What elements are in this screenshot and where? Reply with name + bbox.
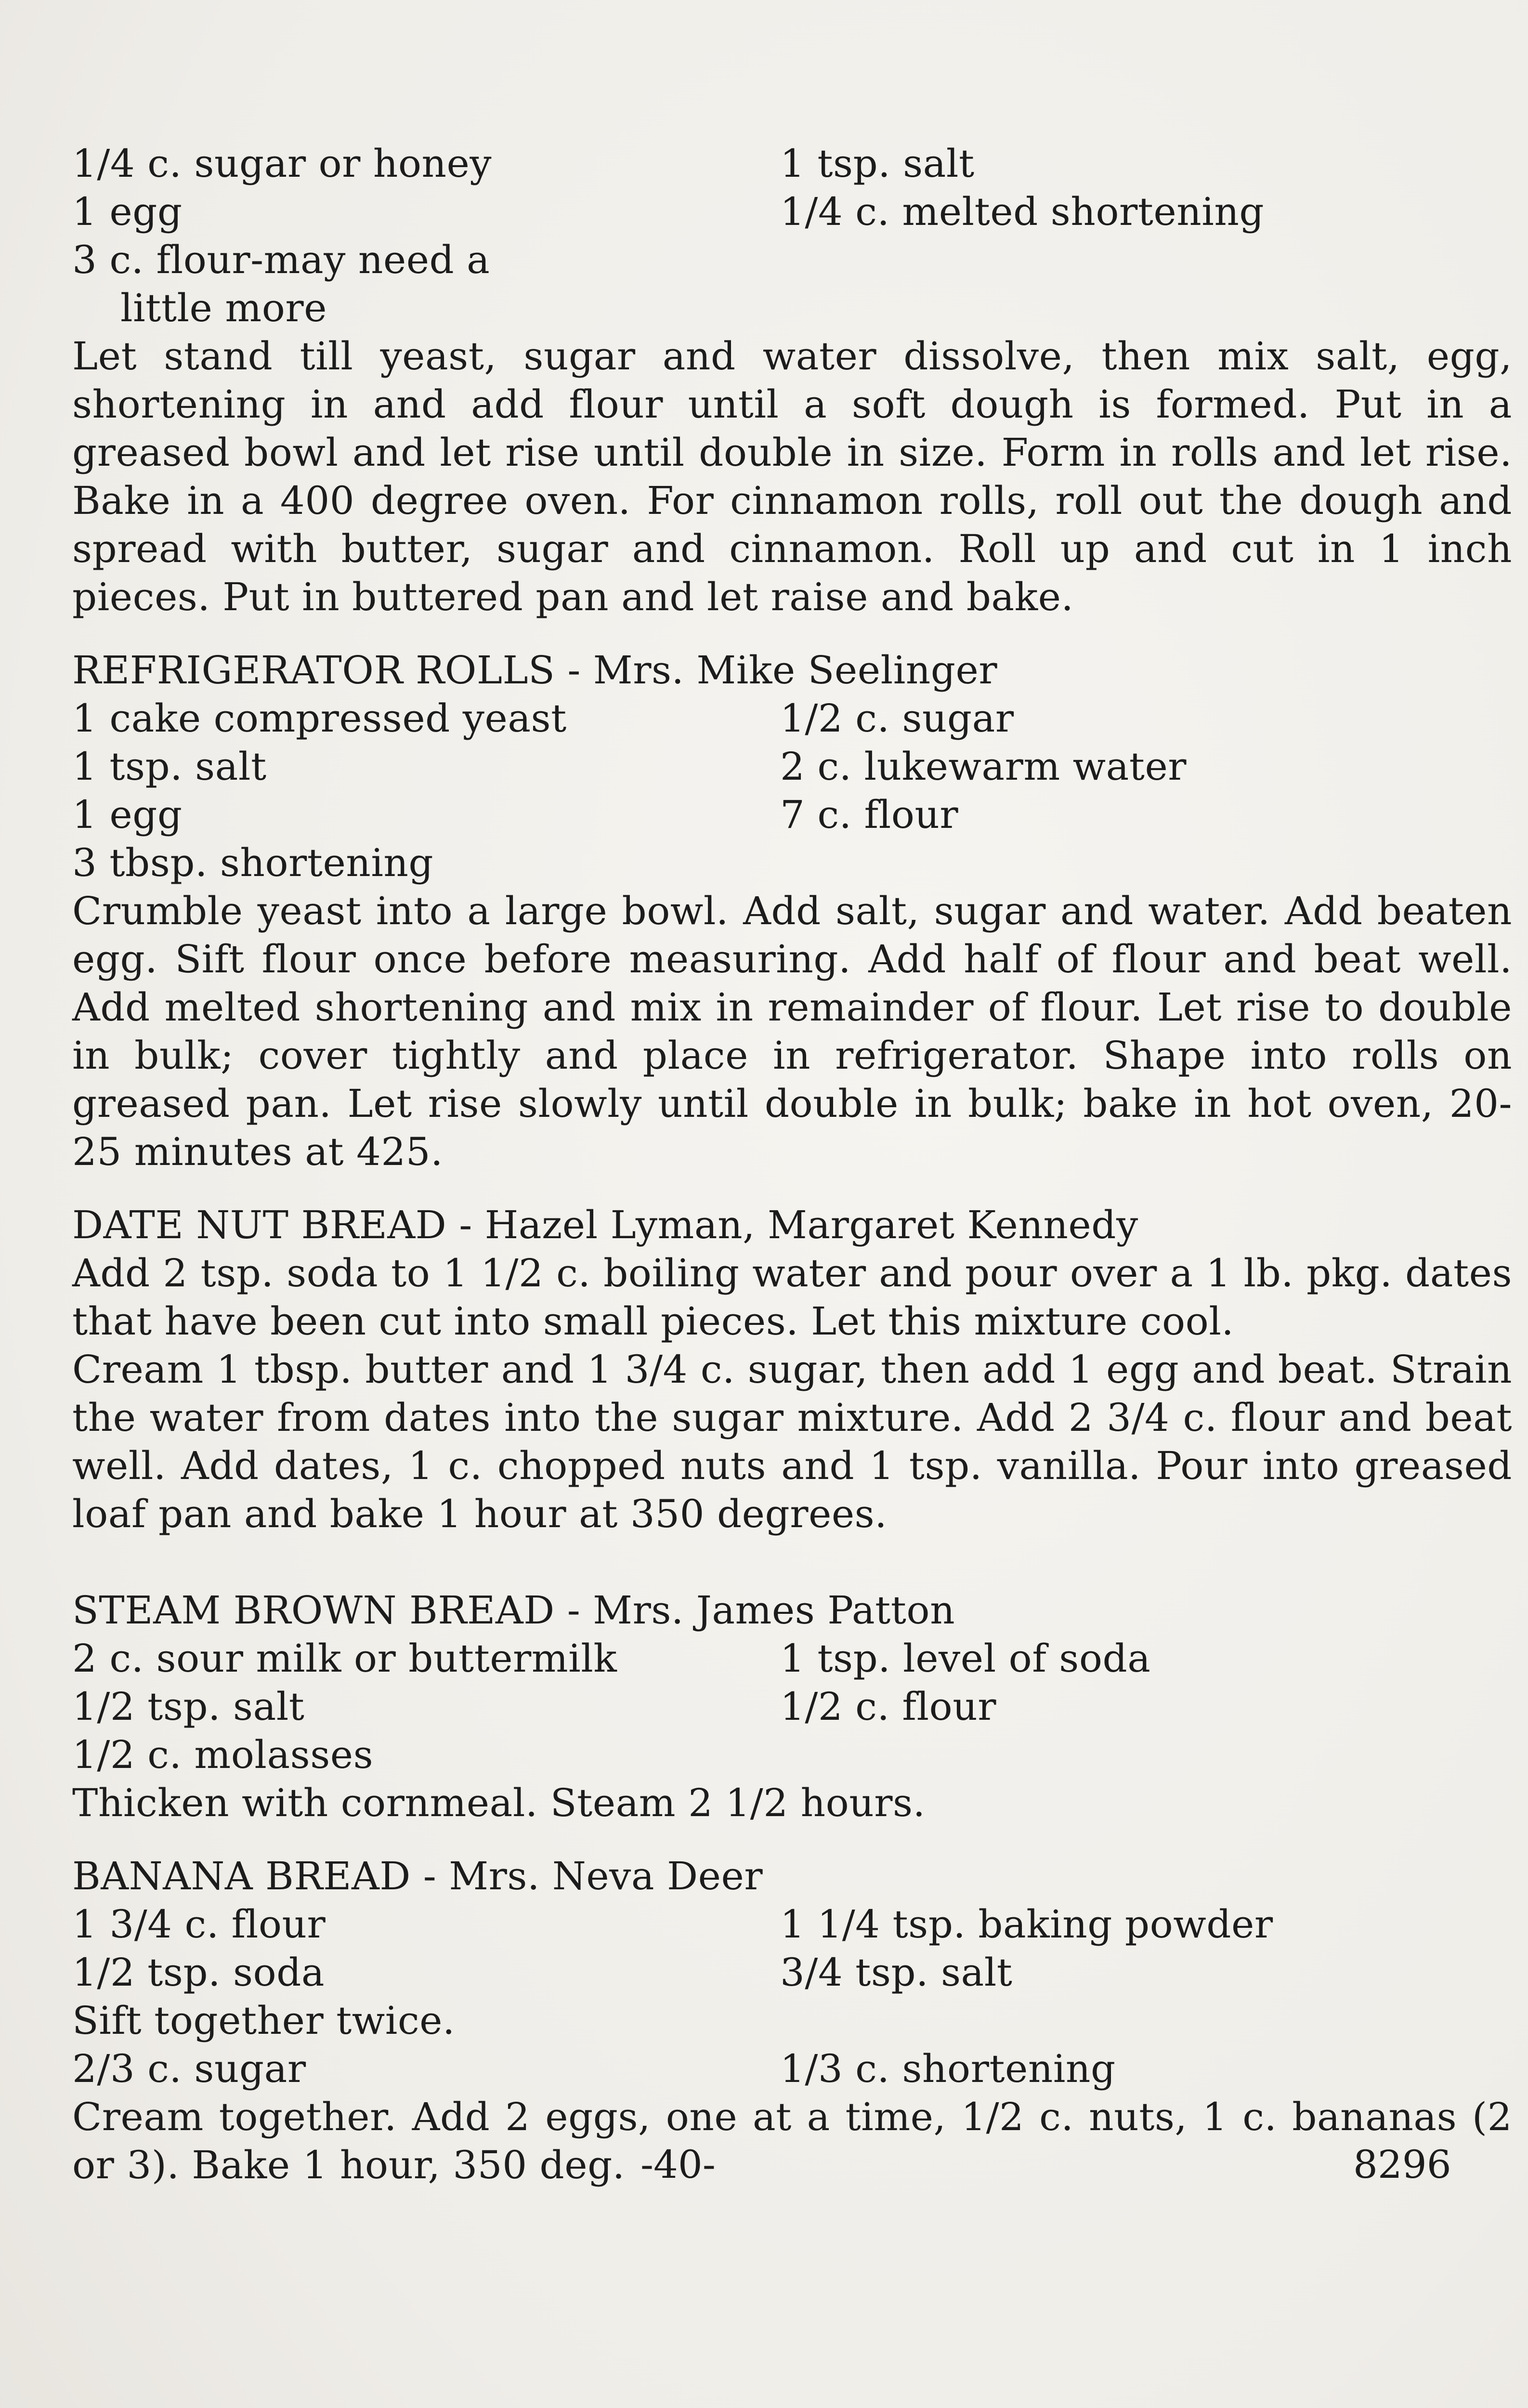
page-content bbox=[72, 140, 1512, 2189]
ingredient: 1/4 c. melted shortening bbox=[780, 189, 1265, 234]
ingredient-continued: little more bbox=[120, 286, 327, 330]
ingredient: 1/4 c. sugar or honey bbox=[72, 141, 492, 186]
recipe-continuation bbox=[72, 140, 1512, 621]
ingredient: 1 egg bbox=[72, 189, 183, 234]
ingredient-row bbox=[72, 2045, 1512, 2093]
ingredient: 1/2 tsp. salt bbox=[72, 1684, 305, 1729]
instructions: Cream 1 tbsp. butter and 1 3/4 c. sugar, then add 1 egg and beat. Strain the water from dates into the sugar mixture. Add 2 3/4 c. flour and beat well. Add dates, 1 c. chopped nuts and 1 tsp. vanilla. Pour into greased loaf pan and bake 1 hour at 350 degrees. bbox=[72, 1347, 1512, 1536]
ingredient-row bbox=[72, 1900, 1512, 1949]
recipe-banana-bread bbox=[72, 1852, 1512, 2189]
ingredient: 1 3/4 c. flour bbox=[72, 1902, 326, 1947]
instructions: Thicken with cornmeal. Steam 2 1/2 hours. bbox=[72, 1780, 926, 1825]
ingredient-row bbox=[72, 140, 1512, 188]
ingredient: 1/2 c. sugar bbox=[780, 696, 1014, 741]
ingredient-row bbox=[72, 1683, 1512, 1731]
ingredient-row bbox=[72, 694, 1512, 743]
recipe-title: BANANA BREAD - Mrs. Neva Deer bbox=[72, 1854, 763, 1898]
ingredient: 1/3 c. shortening bbox=[780, 2046, 1116, 2091]
ingredient: 1 egg bbox=[72, 792, 183, 837]
ingredient-row bbox=[72, 1635, 1512, 1683]
ingredient: 1/2 tsp. soda bbox=[72, 1950, 325, 1995]
ingredient: 3 tbsp. shortening bbox=[72, 840, 434, 885]
ingredient-row bbox=[72, 791, 1512, 839]
page-number: -40- bbox=[640, 2142, 716, 2187]
ingredient: 3 c. flour-may need a bbox=[72, 237, 490, 282]
ingredient: 2 c. lukewarm water bbox=[780, 744, 1187, 789]
recipe-title: DATE NUT BREAD - Hazel Lyman, Margaret Kennedy bbox=[72, 1203, 1138, 1247]
ingredient: 1/2 c. molasses bbox=[72, 1732, 374, 1777]
ingredient-row bbox=[72, 188, 1512, 236]
instructions: Crumble yeast into a large bowl. Add salt, sugar and water. Add beaten egg. Sift flour once before measuring. Add half of flour and beat well. Add melted shortening and mix in remainder of flour. Let rise to double in bulk; cover tightly and place in refrigerator. Shape into rolls on greased pan. Let rise slowly until double in bulk; bake in hot oven, 20-25 minutes at 425. bbox=[72, 889, 1512, 1174]
recipe-steam-brown-bread bbox=[72, 1586, 1512, 1827]
ingredient: 3/4 tsp. salt bbox=[780, 1950, 1013, 1995]
instructions: Let stand till yeast, sugar and water dissolve, then mix salt, egg, shortening in and add flour until a soft dough is formed. Put in a greased bowl and let rise until double in size. Form in rolls and let rise. Bake in a 400 degree oven. For cinnamon rolls, roll out the dough and spread with butter, sugar and cinnamon. Roll up and cut in 1 inch pieces. Put in buttered pan and let raise and bake. bbox=[72, 334, 1512, 619]
recipe-refrigerator-rolls bbox=[72, 646, 1512, 1176]
instructions: Add 2 tsp. soda to 1 1/2 c. boiling water and pour over a 1 lb. pkg. dates that have been cut into small pieces. Let this mixture cool. bbox=[72, 1251, 1512, 1344]
ingredient: 1 cake compressed yeast bbox=[72, 696, 567, 741]
ingredient: 1 tsp. level of soda bbox=[780, 1636, 1151, 1681]
ingredient: 1 tsp. salt bbox=[72, 744, 267, 789]
ingredient-row bbox=[72, 743, 1512, 791]
instructions: Cream together. Add 2 eggs, one at a time, 1/2 c. nuts, 1 c. bananas (2 or 3). Bake 1 hour, 350 deg. bbox=[72, 2094, 1512, 2187]
ingredient: 2/3 c. sugar bbox=[72, 2046, 306, 2091]
recipe-date-nut-bread bbox=[72, 1201, 1512, 1538]
recipe-title: REFRIGERATOR ROLLS - Mrs. Mike Seelinger bbox=[72, 648, 998, 693]
ingredient: 1 1/4 tsp. baking powder bbox=[780, 1902, 1273, 1947]
ingredient: 7 c. flour bbox=[780, 792, 959, 837]
ingredient: 1/2 c. flour bbox=[780, 1684, 996, 1729]
page-code: 8296 bbox=[1353, 2142, 1451, 2187]
ingredient: 2 c. sour milk or buttermilk bbox=[72, 1636, 617, 1681]
ingredient: 1 tsp. salt bbox=[780, 141, 975, 186]
recipe-title: STEAM BROWN BREAD - Mrs. James Patton bbox=[72, 1588, 955, 1633]
instruction-note: Sift together twice. bbox=[72, 1998, 455, 2043]
ingredient-row bbox=[72, 1949, 1512, 1997]
